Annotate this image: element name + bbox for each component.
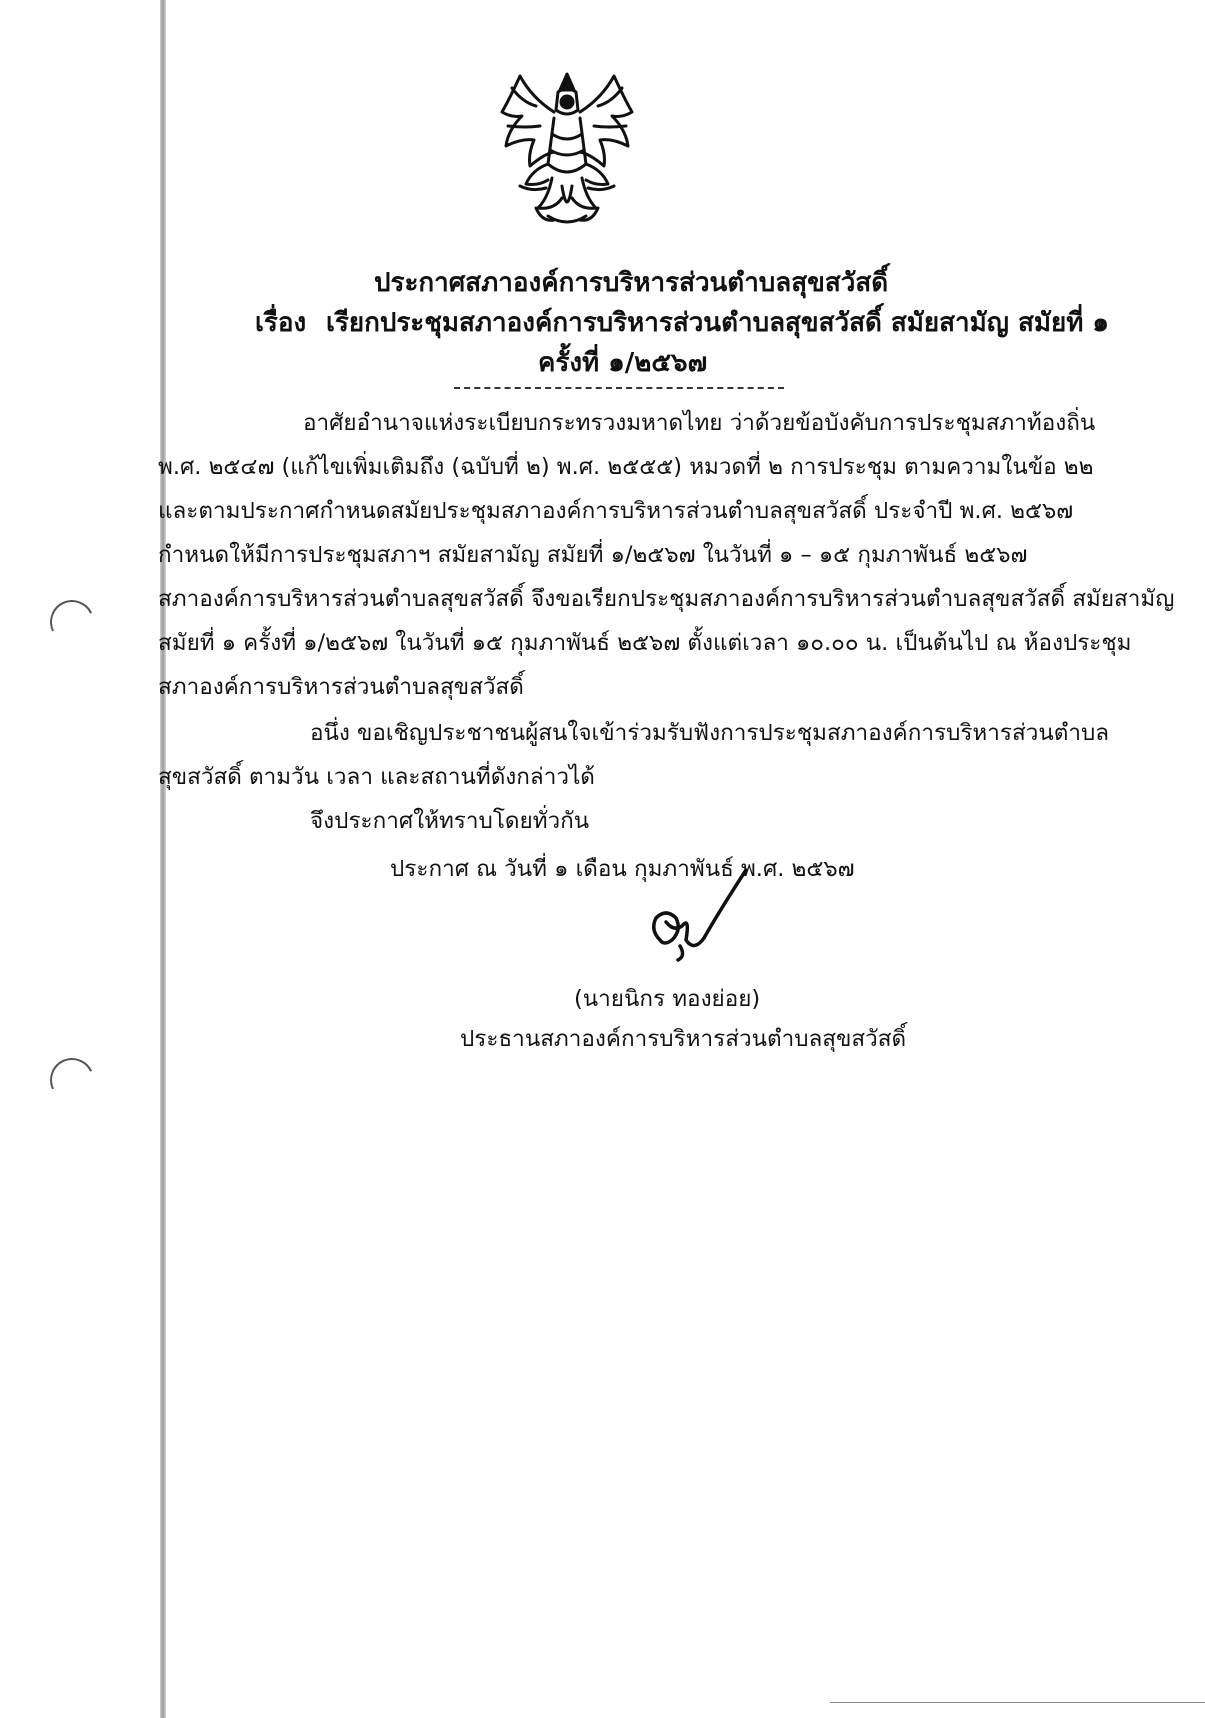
page-edge-line (830, 1702, 1205, 1703)
paragraph-line: สภาองค์การบริหารส่วนตำบลสุขสวัสดิ์ (158, 674, 524, 700)
paragraph-line: กำหนดให้มีการประชุมสภาฯ สมัยสามัญ สมัยที่ ๑/๒๕๖๗ ในวันที่ ๑ – ๑๕ กุมภาพันธ์ ๒๕๖๗ (158, 542, 1028, 568)
session-number: ครั้งที่ ๑/๒๕๖๗ (538, 348, 708, 378)
paragraph-line: สมัยที่ ๑ ครั้งที่ ๑/๒๕๖๗ ในวันที่ ๑๕ กุมภาพันธ์ ๒๕๖๗ ตั้งแต่เวลา ๑๐.๐๐ น. เป็นต้นไป ณ ห้องประชุม (158, 630, 1132, 656)
garuda-emblem-icon (492, 68, 642, 228)
punch-hole-mark (44, 594, 100, 650)
punch-hole-mark (44, 1052, 100, 1108)
paragraph-line: สุขสวัสดิ์ ตามวัน เวลา และสถานที่ดังกล่าวได้ (158, 764, 595, 790)
closing-statement: จึงประกาศให้ทราบโดยทั่วกัน (310, 808, 590, 834)
paragraph-line: พ.ศ. ๒๕๔๗ (แก้ไขเพิ่มเติมถึง (ฉบับที่ ๒) พ.ศ. ๒๕๕๕) หมวดที่ ๒ การประชุม ตามความในข้อ ๒๒ (158, 454, 1094, 480)
announcement-date: ประกาศ ณ วันที่ ๑ เดือน กุมภาพันธ์ พ.ศ. ๒๕๖๗ (390, 856, 855, 882)
signer-name: (นายนิกร ทองย่อย) (574, 986, 761, 1012)
signer-position: ประธานสภาองค์การบริหารส่วนตำบลสุขสวัสดิ์ (460, 1026, 907, 1052)
paragraph-line: สภาองค์การบริหารส่วนตำบลสุขสวัสดิ์ จึงขอเรียกประชุมสภาองค์การบริหารส่วนตำบลสุขสวัสดิ์ สมัยสามัญ (158, 586, 1175, 612)
subject-label: เรื่อง (255, 308, 307, 338)
binder-margin-line (160, 0, 166, 1718)
announcement-title: ประกาศสภาองค์การบริหารส่วนตำบลสุขสวัสดิ์ (374, 268, 889, 298)
paragraph-line: อาศัยอำนาจแห่งระเบียบกระทรวงมหาดไทย ว่าด้วยข้อบังคับการประชุมสภาท้องถิ่น (303, 410, 1096, 436)
subject-text: เรียกประชุมสภาองค์การบริหารส่วนตำบลสุขสวัสดิ์ สมัยสามัญ สมัยที่ ๑ (326, 308, 1109, 338)
paragraph-line: อนึ่ง ขอเชิญประชาชนผู้สนใจเข้าร่วมรับฟังการประชุมสภาองค์การบริหารส่วนตำบล (310, 720, 1110, 746)
title-divider (454, 387, 784, 389)
signature-icon (620, 860, 780, 970)
paragraph-line: และตามประกาศกำหนดสมัยประชุมสภาองค์การบริหารส่วนตำบลสุขสวัสดิ์ ประจำปี พ.ศ. ๒๕๖๗ (158, 498, 1074, 524)
